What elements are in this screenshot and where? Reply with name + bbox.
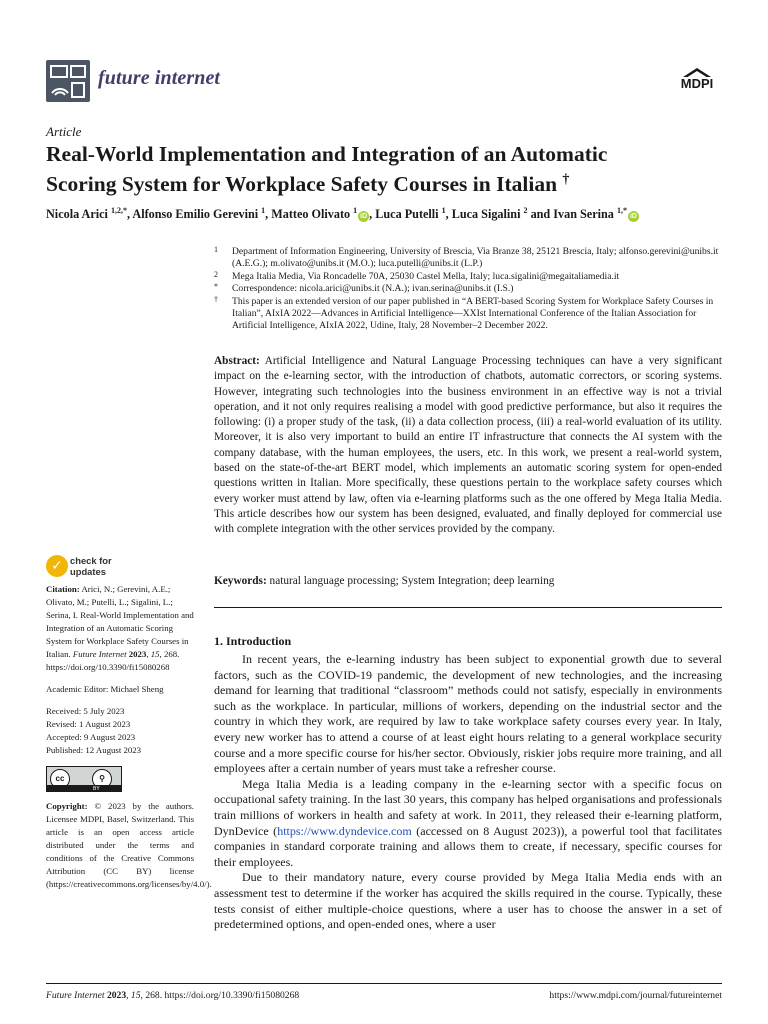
affiliation-item: 2 Mega Italia Media, Via Roncadelle 70A, 25030 Castel Mella, Italy; luca.sigalini@megaitaliamedia.it (214, 269, 620, 282)
section-divider (214, 607, 722, 608)
dyndevice-link[interactable]: https://www.dyndevice.com (277, 823, 412, 838)
orcid-icon[interactable]: iD (629, 213, 637, 221)
author: Luca Sigalini $^2$ and (451, 206, 554, 222)
creative-commons-icon: cc (50, 769, 70, 789)
orcid-icon[interactable]: iD (360, 213, 368, 221)
cc-by-license-badge[interactable]: cc ⚲ BY (46, 766, 122, 792)
affiliation-item: 1 Department of Information Engineering, University of Brescia, Via Branze 38, 25121 Brescia, Italy; alfonso.gerevini@unibs.it (A.E.G.); m.olivato@unibs.it (M.O.); luca.putelli@unibs.it (L.P.) (214, 245, 719, 270)
paper-title: Real-World Implementation and Integration of an Automatic Scoring System for Workplace Safety Courses in Italian † (46, 142, 608, 197)
attribution-person-icon: ⚲ (92, 769, 112, 789)
article-type: Article (46, 124, 82, 139)
dates: Received: 5 July 2023 Revised: 1 August 2023 Accepted: 9 August 2023 Published: 12 August 2023 (46, 706, 142, 755)
author-list (46, 206, 736, 222)
journal-header (46, 58, 722, 104)
extended-version-note: † This paper is an extended version of our paper published in “A BERT-based Scoring System for Workplace Safety Courses in Italian”, AIxIA 2022—Advances in Artificial Intelligence—XXIst International Conference of the Italian Association for Artificial Intelligence, AIxIA 2022, Udine, Italy, 28 November–2 December 2022. (214, 294, 714, 332)
author: Alfonso Emilio Gerevini $^1$, (132, 206, 272, 222)
author: Nicola Arici $^{1,2,*}$, (46, 206, 133, 222)
footer-citation: Future Internet 2023, 15, 268. https://doi.org/10.3390/fi15080268 (46, 990, 300, 1001)
footer-divider (46, 983, 722, 984)
author: Ivan Serina $^{1,*}$iD (553, 206, 637, 222)
section-heading: 1. Introduction (214, 634, 292, 648)
academic-editor: Academic Editor: Michael Sheng (46, 684, 164, 694)
sidebar (46, 554, 212, 891)
copyright: Copyright: © 2023 by the authors. Licensee MDPI, Basel, Switzerland. This article is an open access article distributed under the terms and conditions of the Creative Commons Attribution (CC BY) license (https://creativecommons.org/licenses/by/4.0/). (46, 801, 212, 889)
mdpi-logo: MDPI (672, 68, 722, 98)
abstract: Abstract: Artificial Intelligence and Natural Language Processing techniques can have a very significant impact on the e-learning sector, with the introduction of chatbots, automatic correctors, or scoring systems. However, integrating such technologies into the business environment in an effective way is not a trivial operation, and it not only requires realising a model with good predictive performance, but also it requires the following: (i) a proper study of the task, (ii) a data collection process, (iii) a real-world evaluation of its utility. Moreover, it is also very important to build an entire IT infrastructure that connects the AI system with the company database, with the human employees, the users, etc. In this work, we present a real-world system, based on the state-of-the-art BERT model, which implements an automatic scoring system for open-ended questions written in Italian. More specifically, these questions pertain to the workplace safety courses which every worker must attend by law, often via e-learning platforms such as the one offered by Mega Italia Media. This article describes how our system has been designed, evaluated, and finally deployed for commercial use with complete integration with the other services provided by the company. (214, 355, 722, 536)
journal-device-wifi-icon (46, 60, 90, 102)
correspondence-item: * Correspondence: nicola.arici@unibs.it (N.A.); ivan.serina@unibs.it (I.S.) (214, 282, 514, 295)
journal-name: future internet (98, 67, 221, 89)
citation: Citation: Arici, N.; Gerevini, A.E.; Olivato, M.; Putelli, L.; Sigalini, L.; Serina, I. Real-World Implementation and Integration of an Automatic Scoring System for Workplace Safety Courses in Italian. Future Internet 2023, 15, 268. https://doi.org/10.3390/fi15080268 (46, 584, 194, 672)
paragraph: Due to their mandatory nature, every course provided by Mega Italia Media ends with an assessment test to determine if the worker has acquired the skills required in the course. Typically, these tests consist of either multiple-choice questions, where a user has to choose the answer in a set of predetermined options, and open-ended ones, where a user (214, 870, 722, 932)
author: Matteo Olivato $^1$iD , (271, 206, 376, 222)
paragraph: Mega Italia Media is a leading company in the e-learning sector with a specific focus on occupational safety training. In the last 30 years, this company has helped organisations and professionals train millions of workers in health and safety at work. In 2011, they released their e-learning platform, DynDevice (https://www.dyndevice.com (accessed on 8 August 2023)), a powerful tool that facilitates companies in standard corporate training and allows them to create, if necessary, specific courses for their employees. (214, 776, 723, 869)
footer-journal-url[interactable]: https://www.mdpi.com/journal/futureinternet (549, 990, 722, 1001)
introduction-body (214, 652, 722, 933)
check-mark-icon: ✓ (46, 555, 68, 577)
keywords: Keywords: natural language processing; System Integration; deep learning (214, 575, 555, 587)
affiliations (214, 246, 724, 333)
author: Luca Putelli $^1$, (375, 206, 452, 222)
check-for-updates-badge[interactable]: ✓ check for updates (46, 554, 194, 580)
paragraph: In recent years, the e-learning industry has been subject to exponential growth due to several factors, such as the COVID-19 pandemic, the development of new technologies, and the increasing demand for learning that traditional “classroom” methods could not satisfy, especially in environments such as the workplace. In particular, millions of workers, depending on the industrial sector and the country in which they work, are required by law to take workplace safety courses every year. In Italy, every new worker has to attend a course of at least eight hours relating to a general workplace security course and a more specific course for his/her sector. Obviously, riskier jobs require more training, and all employees after a certain number of years must take a refresher course. (214, 652, 722, 776)
